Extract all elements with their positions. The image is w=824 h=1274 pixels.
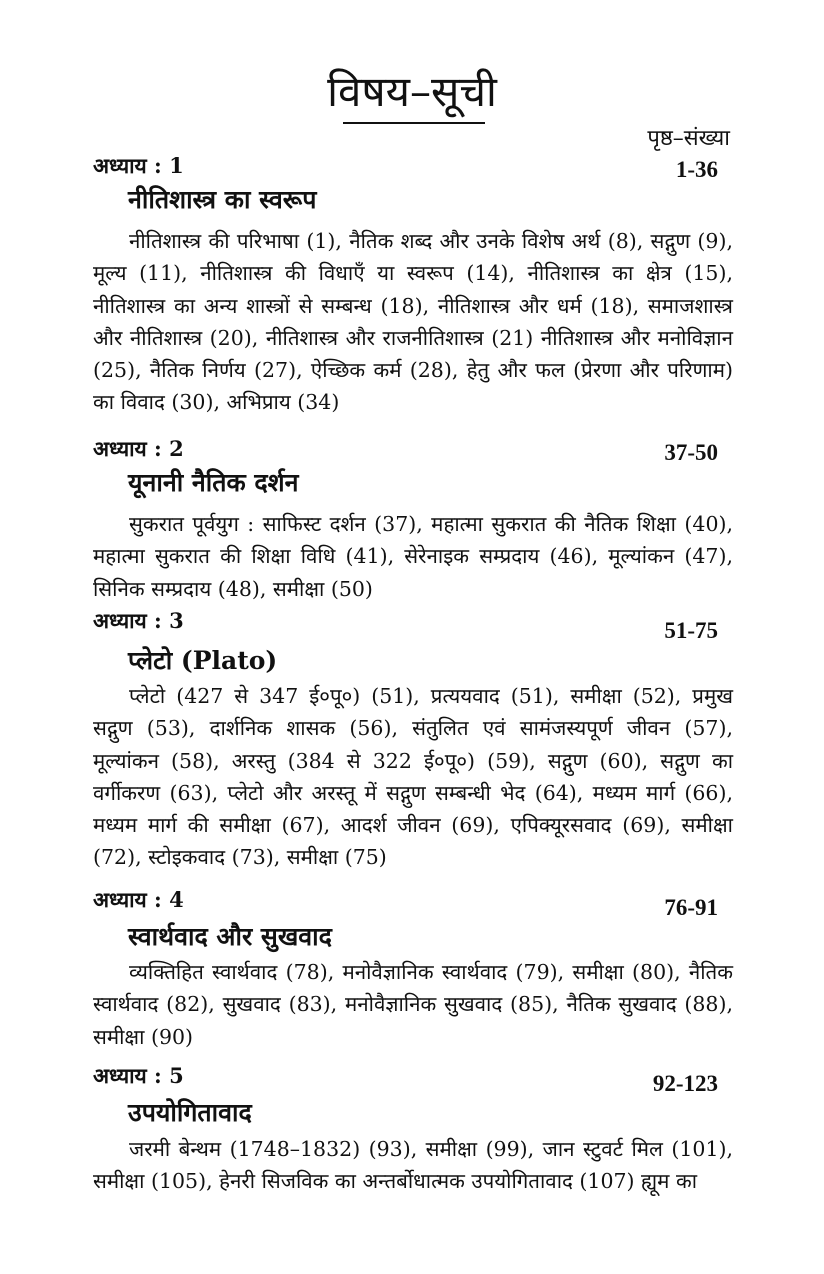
chapter-3-heading — [93, 605, 718, 643]
chapter-1-body: नीतिशास्त्र की परिभाषा (1), नैतिक शब्द और उनके विशेष अर्थ (8), सद्गुण (9), मूल्य (11), नीतिशास्त्र की विधाएँ या स्वरूप (14), नीतिशास्त्र का क्षेत्र (15), नीतिशास्त्र का अन्य शास्त्रों से सम्बन्ध (18), नीतिशास्त्र और धर्म (18), समाजशास्त्र और नीतिशास्त्र (20), नीतिशास्त्र और राजनीतिशास्त्र (21) नीतिशास्त्र और मनोविज्ञान (25), नैतिक निर्णय (27), ऐच्छिक कर्म (28), हेतु और फल (प्रेरणा और परिणाम) का विवाद (30), अभिप्राय (34) — [93, 229, 733, 415]
chapter-2-body: सुकरात पूर्वयुग : साफिस्ट दर्शन (37), महात्मा सुकरात की नैतिक शिक्षा (40), महात्मा सुकरात की शिक्षा विधि (41), सेरेनाइक सम्प्रदाय (46), मूल्यांकन (47), सिनिक सम्प्रदाय (48), समीक्षा (50) — [93, 512, 733, 601]
chapter-5-body: जरमी बेन्थम (1748–1832) (93), समीक्षा (99), जान स्टुवर्ट मिल (101), समीक्षा (105), हेनरी सिजविक का अन्तर्बोधात्मक उपयोगितावाद (107) ह्यूम का — [93, 1137, 733, 1194]
chapter-5-heading — [93, 1060, 718, 1096]
chapter-4-heading — [93, 884, 718, 920]
chapter-2-title: यूनानी नैतिक दर्शन — [128, 468, 299, 497]
chapter-1-label: अध्याय : 1 — [93, 153, 184, 178]
chapter-1-pages: 1-36 — [675, 157, 718, 182]
chapter-4-label: अध्याय : 4 — [93, 887, 184, 912]
chapter-1-title: नीतिशास्त्र का स्वरूप — [128, 185, 317, 214]
chapter-5-title: उपयोगितावाद — [128, 1098, 252, 1127]
chapter-5-label: अध्याय : 5 — [93, 1063, 184, 1088]
chapter-3-label: अध्याय : 3 — [93, 608, 184, 633]
page-number-column-label: पृष्ठ–संख्या — [647, 126, 730, 151]
chapter-2-heading — [93, 433, 718, 465]
page-title: विषय–सूची — [327, 67, 497, 116]
chapter-3-pages: 51-75 — [664, 618, 718, 643]
chapter-2-label: अध्याय : 2 — [93, 436, 184, 461]
chapter-4-body: व्यक्तिहित स्वार्थवाद (78), मनोवैज्ञानिक स्वार्थवाद (79), समीक्षा (80), नैतिक स्वार्थवाद (82), सुखवाद (83), मनोवैज्ञानिक सुखवाद (85), नैतिक सुखवाद (88), समीक्षा (90) — [93, 960, 733, 1049]
chapter-2-pages: 37-50 — [664, 440, 718, 465]
chapter-3-body: प्लेटो (427 से 347 ई०पू०) (51), प्रत्ययवाद (51), समीक्षा (52), प्रमुख सद्गुण (53), दार्शनिक शासक (56), संतुलित एवं सामंजस्यपूर्ण जीवन (57), मूल्यांकन (58), अरस्तु (384 से 322 ई०पू०) (59), सद्गुण (60), सद्गुण का वर्गीकरण (63), प्लेटो और अरस्तू में सद्गुण सम्बन्धी भेद (64), मध्यम मार्ग (66), मध्यम मार्ग की समीक्षा (67), आदर्श जीवन (69), एपिक्यूरसवाद (69), समीक्षा (72), स्टोइकवाद (73), समीक्षा (75) — [93, 684, 733, 870]
title-underline — [343, 122, 485, 124]
chapter-4-title: स्वार्थवाद और सुखवाद — [128, 922, 332, 951]
chapter-4-pages: 76-91 — [664, 895, 718, 920]
chapter-5-pages: 92-123 — [652, 1071, 718, 1096]
chapter-1-heading — [93, 150, 718, 182]
chapter-3-title: प्लेटो (Plato) — [128, 646, 278, 675]
